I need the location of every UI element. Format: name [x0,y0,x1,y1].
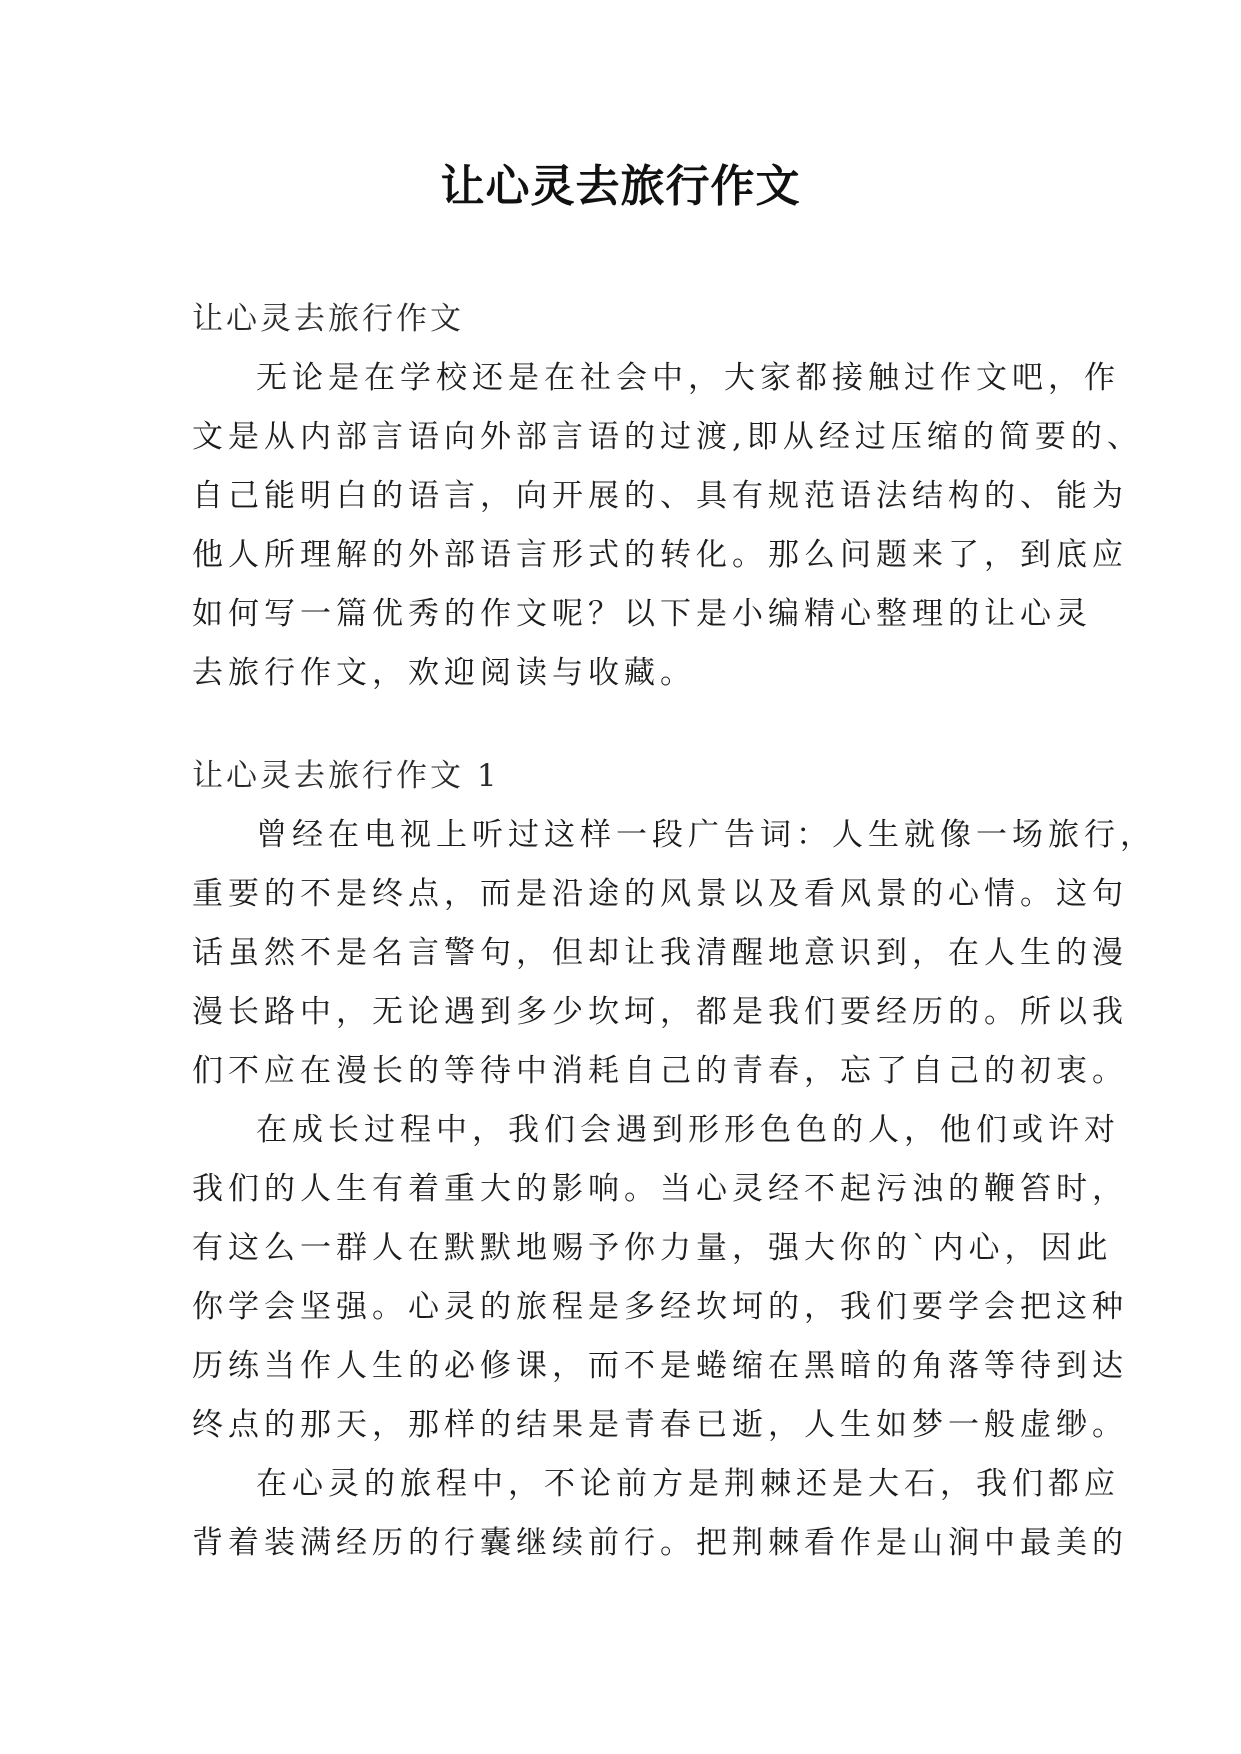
paragraph-line: 你学会坚强。心灵的旅程是多经坎坷的，我们要学会把这种 [192,1289,1128,1325]
section1-paragraph-1 [192,806,1156,1101]
paragraph-line: 无论是在学校还是在社会中，大家都接触过作文吧，作 [256,360,1120,396]
paragraph-line: 去旅行作文，欢迎阅读与收藏。 [192,655,696,691]
paragraph-line: 们不应在漫长的等待中消耗自己的青春，忘了自己的初衷。 [192,1053,1128,1089]
paragraph-line: 曾经在电视上听过这样一段广告词：人生就像一场旅行， [256,817,1156,853]
paragraph-line: 漫长路中，无论遇到多少坎坷，都是我们要经历的。所以我 [192,994,1128,1030]
paragraph-line: 背着装满经历的行囊继续前行。把荆棘看作是山涧中最美的 [192,1525,1128,1561]
paragraph-line: 文是从内部言语向外部言语的过渡,即从经过压缩的简要的、 [192,419,1143,455]
section1-paragraph-3 [192,1455,1128,1573]
paragraph-line: 重要的不是终点，而是沿途的风景以及看风景的心情。这句 [192,876,1128,912]
paragraph-line: 终点的那天，那样的结果是青春已逝，人生如梦一般虚缈。 [192,1407,1128,1443]
paragraph-line: 在成长过程中，我们会遇到形形色色的人，他们或许对 [256,1112,1120,1148]
paragraph-line: 我们的人生有着重大的影响。当心灵经不起污浊的鞭笞时， [192,1171,1128,1207]
page-title: 让心灵去旅行作文 [440,161,801,212]
section1-paragraph-2 [192,1101,1128,1455]
paragraph-line: 话虽然不是名言警句，但却让我清醒地意识到，在人生的漫 [192,935,1128,971]
section-heading: 让心灵去旅行作文 1 [192,758,500,794]
paragraph-line: 历练当作人生的必修课，而不是蜷缩在黑暗的角落等待到达 [192,1348,1128,1384]
paragraph-line: 在心灵的旅程中，不论前方是荆棘还是大石，我们都应 [256,1466,1120,1502]
paragraph-line: 他人所理解的外部语言形式的转化。那么问题来了，到底应 [192,537,1128,573]
intro-paragraph [192,349,1143,703]
paragraph-line: 有这么一群人在默默地赐予你力量，强大你的`内心，因此 [192,1230,1113,1266]
paragraph-line: 如何写一篇优秀的作文呢？以下是小编精心整理的让心灵 [192,596,1092,632]
document-body [192,290,1156,1573]
section-gap [192,703,1050,747]
paragraph-line: 自己能明白的语言，向开展的、具有规范语法结构的、能为 [192,478,1128,514]
intro-heading: 让心灵去旅行作文 [192,301,464,337]
